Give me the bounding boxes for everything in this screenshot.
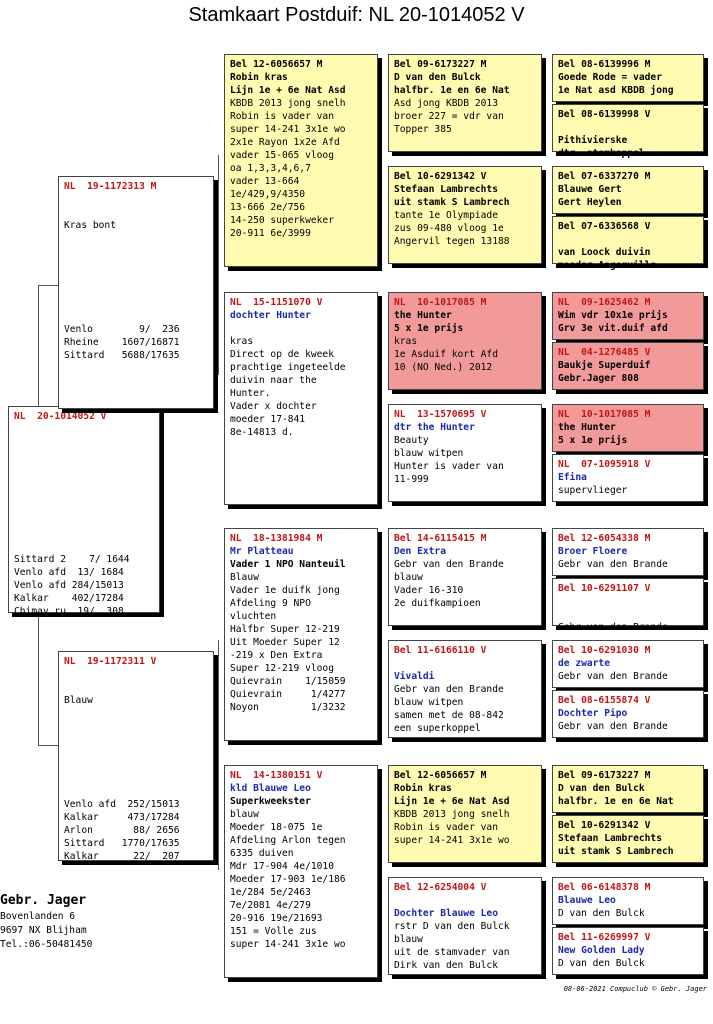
ring-number: Bel 14-6115415 M — [394, 533, 487, 544]
card-line: Lijn 1e + 6e Nat Asd — [394, 796, 510, 807]
card-line: 20-916 19e/21693 — [230, 913, 323, 924]
pedigree-card-g2 — [552, 104, 704, 159]
pedigree-card-g11 — [552, 640, 704, 688]
blank-line — [14, 475, 154, 488]
owner-city: 9697 NX Blijham — [0, 925, 87, 936]
ring-number: Bel 10-6291342 V — [558, 820, 651, 831]
owner-info — [0, 892, 92, 952]
blank-line — [64, 746, 208, 759]
card-line: Gebr van den Brande — [558, 671, 668, 682]
pedigree-card-mff — [388, 528, 542, 626]
card-line: van Loock duivin — [558, 247, 651, 258]
card-line: 1e/284 5e/2463 — [230, 887, 311, 898]
blank-line — [14, 540, 154, 553]
card-line: Goede Rode = vader — [558, 72, 662, 83]
ring-number: NL 19-1172313 M — [64, 181, 157, 192]
pedigree-card-mmf — [388, 765, 542, 863]
card-line: super 14-241 3x1e wo — [230, 939, 346, 950]
pigeon-name: Dochter Blauwe Leo — [394, 908, 498, 919]
pedigree-card-mm — [224, 765, 378, 978]
pigeon-name: Vivaldi — [394, 671, 435, 682]
card-line: -219 x Den Extra — [230, 650, 323, 661]
blank-line — [558, 121, 698, 134]
pedigree-card-g10 — [552, 578, 704, 633]
card-line: 1e/429,9/4350 — [230, 189, 306, 200]
card-line: kras — [394, 336, 418, 347]
card-line: uit stamk S Lambrech — [558, 846, 674, 857]
card-line: 11-999 — [394, 474, 429, 485]
ring-number: NL 13-1570695 V — [394, 409, 487, 420]
card-line: Afdeling 9 NPO — [230, 598, 311, 609]
card-line: Grv 3e vit.duif afd — [558, 323, 668, 334]
card-line: Venlo afd 284/15013 — [14, 580, 124, 591]
ring-number: Bel 08-6139996 M — [558, 59, 651, 70]
card-line: supervlieger — [558, 485, 628, 496]
card-line: Angervil tegen 13188 — [394, 236, 510, 247]
card-line: Baukje Superduif — [558, 360, 651, 371]
pedigree-card-g7 — [552, 404, 704, 452]
blank-line — [64, 759, 208, 772]
card-line: 20-911 6e/3999 — [230, 228, 311, 239]
card-line: Vader 16-310 — [394, 585, 464, 596]
card-line: prachtige ingeteelde — [230, 362, 346, 373]
blank-line — [230, 322, 372, 335]
card-line: Hunter is vader van — [394, 461, 504, 472]
card-line: Rheine 1607/16871 — [64, 337, 180, 348]
blank-line — [64, 245, 208, 258]
card-line: samen met de 08-842 — [394, 710, 504, 721]
card-line: moeder 17-841 — [230, 414, 306, 425]
ring-number: NL 07-1095918 V — [558, 459, 651, 470]
card-line: blauw — [230, 809, 259, 820]
ring-number: Bel 09-6173227 M — [558, 770, 651, 781]
card-line: vader 13-664 — [230, 176, 300, 187]
card-line: Super 12-219 vloog — [230, 663, 334, 674]
card-line: Kalkar 22/ 207 — [64, 851, 180, 862]
pedigree-card-g3 — [552, 166, 704, 214]
ring-number: NL 15-1151070 V — [230, 297, 323, 308]
ring-number: Bel 07-6337270 M — [558, 171, 651, 182]
blank-line — [14, 514, 154, 527]
card-line: een superkoppel — [394, 723, 481, 734]
ring-number: Bel 12-6056657 M — [394, 770, 487, 781]
ring-number: Bel 10-6291030 M — [558, 645, 651, 656]
blank-line — [64, 258, 208, 271]
pigeon-name: Blauwe Leo — [558, 895, 616, 906]
card-line: Quievrain 1/4277 — [230, 689, 346, 700]
card-line: D van den Bulck — [558, 958, 645, 969]
blank-line — [14, 488, 154, 501]
card-line: KBDB 2013 jong snelh — [230, 98, 346, 109]
pedigree-card-fmf — [388, 292, 542, 390]
owner-address: Bovenlanden 6 — [0, 911, 76, 922]
card-line: Dirk van den Bulck — [394, 960, 498, 971]
card-line: KBDB 2013 jong snelh — [394, 809, 510, 820]
card-line: 13-666 2e/756 — [230, 202, 306, 213]
card-line: Robin is vader van — [394, 822, 498, 833]
pedigree-card-mmm — [388, 877, 542, 975]
blank-line — [14, 462, 154, 475]
blank-line — [64, 772, 208, 785]
blank-line — [558, 233, 698, 246]
ring-number: NL 10-1017085 M — [394, 297, 487, 308]
pigeon-name: Den Extra — [394, 546, 446, 557]
pedigree-card-g9 — [552, 528, 704, 576]
pedigree-card-g16 — [552, 927, 704, 975]
pedigree-card-g14 — [552, 815, 704, 863]
pedigree-card-father — [58, 176, 214, 409]
card-line: Kalkar 473/17284 — [64, 812, 180, 823]
card-line: 151 = Volle zus — [230, 926, 317, 937]
card-line: duivin naar the — [230, 375, 317, 386]
card-line: Robin kras — [394, 783, 452, 794]
card-line: Gert Heylen — [558, 197, 622, 208]
ring-number: NL 04-1276485 V — [558, 347, 651, 358]
card-line: uit de stamvader van — [394, 947, 510, 958]
card-line: 2e duifkampioen — [394, 598, 481, 609]
pedigree-card-g1 — [552, 54, 704, 102]
card-line: Mdr 17-904 4e/1010 — [230, 861, 334, 872]
blank-line — [14, 436, 154, 449]
blank-line — [64, 193, 208, 206]
card-line: halfbr. 1e en 6e Nat — [394, 85, 510, 96]
card-line: tante 1e Olympiade — [394, 210, 498, 221]
card-line: Robin is vader van — [230, 111, 334, 122]
ring-number: Bel 06-6148378 M — [558, 882, 651, 893]
card-line: Stefaan Lambrechts — [558, 833, 662, 844]
card-line: dtr. stamkoppel — [558, 148, 645, 159]
ring-number: Bel 12-6056657 M — [230, 59, 323, 70]
card-line: Moeder 18-075 1e — [230, 822, 323, 833]
blank-line — [64, 232, 208, 245]
card-line: Superkweekster — [230, 796, 311, 807]
ring-number: Bel 10-6291107 V — [558, 583, 651, 594]
card-line: uit stamk S Lambrech — [394, 197, 510, 208]
card-line: D van den Bulck — [558, 908, 645, 919]
ring-number: NL 18-1381984 M — [230, 533, 323, 544]
ring-number: NL 14-1380151 V — [230, 770, 323, 781]
card-line: Venlo afd 13/ 1684 — [14, 567, 124, 578]
card-line: Topper 385 — [394, 124, 452, 135]
card-line: 6335 duiven — [230, 848, 294, 859]
blank-line — [14, 501, 154, 514]
card-line: 7e/2081 4e/279 — [230, 900, 311, 911]
card-line: Gebr van den Brande — [558, 721, 668, 732]
card-line: broer 227 = vdr van — [394, 111, 504, 122]
card-line: Direct op de kweek — [230, 349, 334, 360]
blank-line — [64, 707, 208, 720]
connector — [218, 155, 219, 375]
card-line: the Hunter — [558, 422, 616, 433]
pigeon-name: Broer Floere — [558, 546, 628, 557]
ring-number: Bel 07-6336568 V — [558, 221, 651, 232]
pedigree-card-ff — [224, 54, 378, 267]
pedigree-card-fff — [388, 54, 542, 152]
card-line: halfbr. 1e en 6e Nat — [558, 796, 674, 807]
blank-line — [64, 284, 208, 297]
pigeon-name: New Golden Lady — [558, 945, 645, 956]
card-line: Beauty — [394, 435, 429, 446]
card-line: Halfbr Super 12-219 — [230, 624, 340, 635]
card-line: Quievrain 1/15059 — [230, 676, 346, 687]
card-line: Chimay ru 19/ 308 — [14, 606, 124, 617]
blank-line — [558, 595, 698, 608]
card-line: blauw — [394, 572, 423, 583]
ring-number: NL 19-1172311 V — [64, 656, 157, 667]
ring-number: Bel 09-6173227 M — [394, 59, 487, 70]
ring-number: Bel 11-6166110 V — [394, 645, 487, 656]
blank-line — [64, 733, 208, 746]
pigeon-name: kld Blauwe Leo — [230, 783, 311, 794]
pedigree-card-g6 — [552, 342, 704, 390]
blank-line — [394, 894, 536, 907]
card-line: D van den Bulck — [394, 72, 481, 83]
ring-number: NL 10-1017085 M — [558, 409, 651, 420]
pigeon-name: Mr Platteau — [230, 546, 294, 557]
pedigree-card-mother — [58, 651, 214, 861]
card-line: blauw witpen — [394, 448, 464, 459]
card-line: moeder Angerville — [558, 260, 657, 271]
card-line: blauw — [394, 934, 423, 945]
pedigree-card-mf — [224, 528, 378, 741]
card-line: Moeder 17-903 1e/186 — [230, 874, 346, 885]
card-line: Vader 1 NPO Nanteuil — [230, 559, 346, 570]
pedigree-card-ffm — [388, 166, 542, 264]
blank-line — [64, 720, 208, 733]
ring-number: Bel 12-6054338 M — [558, 533, 651, 544]
ring-number: Bel 12-6254004 V — [394, 882, 487, 893]
card-line: Sittard 5688/17635 — [64, 350, 180, 361]
pigeon-name: Dochter Pipo — [558, 708, 628, 719]
pedigree-card-fmm — [388, 404, 542, 502]
card-line: 1e Asduif kort Afd — [394, 349, 498, 360]
card-line: Kalkar 402/17284 — [14, 593, 124, 604]
pigeon-name: Efina — [558, 472, 587, 483]
page-title: Stamkaart Postduif: NL 20-1014052 V — [188, 4, 525, 26]
card-line: 1e Nat asd KBDB jong — [558, 85, 674, 96]
blank-line — [14, 423, 154, 436]
card-line: Blauw — [64, 695, 93, 706]
blank-line — [64, 310, 208, 323]
card-line: Vader x dochter — [230, 401, 317, 412]
pedigree-card-fm — [224, 292, 378, 505]
pedigree-card-g8 — [552, 454, 704, 502]
card-line: Vader 1e duifk jong — [230, 585, 340, 596]
card-line: Afdeling Arlon tegen — [230, 835, 346, 846]
card-line: zus 09-480 vloog 1e — [394, 223, 504, 234]
blank-line — [64, 785, 208, 798]
card-line: Venlo 9/ 236 — [64, 324, 180, 335]
card-line: Uit Moeder Super 12 — [230, 637, 340, 648]
ring-number: Bel 11-6269997 V — [558, 932, 651, 943]
blank-line — [64, 681, 208, 694]
card-line: Lijn 1e + 6e Nat Asd — [230, 85, 346, 96]
pigeon-name: dtr the Hunter — [394, 422, 475, 433]
pigeon-name: dochter Hunter — [230, 310, 311, 321]
blank-line — [64, 206, 208, 219]
card-line: Gebr.Jager 808 — [558, 373, 639, 384]
blank-line — [14, 449, 154, 462]
card-line: Kras bont — [64, 220, 116, 231]
card-line: 10 (NO Ned.) 2012 — [394, 362, 493, 373]
pedigree-card-main — [8, 406, 160, 617]
blank-line — [558, 608, 698, 621]
blank-line — [64, 668, 208, 681]
card-line: Gebr van den Brande — [558, 559, 668, 570]
pedigree-card-g5 — [552, 292, 704, 340]
blank-line — [64, 297, 208, 310]
card-line: oa 1,3,3,4,6,7 — [230, 163, 311, 174]
card-line: Hunter. — [230, 388, 271, 399]
pedigree-card-mfm — [388, 640, 542, 738]
ring-number: NL 20-1014052 V — [14, 411, 107, 422]
connector — [218, 640, 219, 870]
owner-phone: Tel.:06-50481450 — [0, 939, 93, 950]
card-line: D van den Bulck — [558, 783, 645, 794]
card-line: Wim vdr 10x1e prijs — [558, 310, 668, 321]
card-line: Venlo afd 252/15013 — [64, 799, 180, 810]
pedigree-card-g4 — [552, 216, 704, 271]
pedigree-card-g12 — [552, 690, 704, 738]
card-line: super 14-241 3x1e wo — [230, 124, 346, 135]
card-line: vluchten — [230, 611, 277, 622]
card-line: Gebr van den Brande — [394, 559, 504, 570]
pigeon-name: de zwarte — [558, 658, 610, 669]
card-line: 5 x 1e prijs — [558, 435, 628, 446]
owner-name: Gebr. Jager — [0, 893, 87, 908]
card-line: super 14-241 3x1e wo — [394, 835, 510, 846]
blank-line — [64, 271, 208, 284]
card-line: 5 x 1e prijs — [394, 323, 464, 334]
card-line: Noyon 1/3232 — [230, 702, 346, 713]
ring-number: NL 09-1625462 M — [558, 297, 651, 308]
card-line: 14-250 superkweker — [230, 215, 334, 226]
card-line: blauw witpen — [394, 697, 464, 708]
card-line: vader 15-065 vloog — [230, 150, 334, 161]
card-line: Stefaan Lambrechts — [394, 184, 498, 195]
ring-number: Bel 10-6291342 V — [394, 171, 487, 182]
credit-line: 08-06-2021 Compuclub © Gebr. Jager — [563, 985, 707, 993]
blank-line — [394, 657, 536, 670]
card-line: 8e-14813 d. — [230, 427, 294, 438]
pedigree-card-g15 — [552, 877, 704, 925]
card-line: Gebr van den Brande — [558, 622, 668, 633]
card-line: Asd jong KBDB 2013 — [394, 98, 498, 109]
ring-number: Bel 08-6139998 V — [558, 109, 651, 120]
card-line: Sittard 1770/17635 — [64, 838, 180, 849]
card-line: Gebr van den Brande — [394, 684, 504, 695]
card-line: 2x1e Rayon 1x2e Afd — [230, 137, 340, 148]
card-line: rstr D van den Bulck — [394, 921, 510, 932]
card-line: kras — [230, 336, 254, 347]
card-line: Sittard 2 7/ 1644 — [14, 554, 130, 565]
card-line: Robin kras — [230, 72, 288, 83]
card-line: Pithivierske — [558, 135, 628, 146]
blank-line — [14, 527, 154, 540]
pedigree-card-g13 — [552, 765, 704, 813]
ring-number: Bel 08-6155874 V — [558, 695, 651, 706]
card-line: Arlon 88/ 2656 — [64, 825, 180, 836]
card-line: Blauw — [230, 572, 259, 583]
card-line: Blauwe Gert — [558, 184, 622, 195]
card-line: the Hunter — [394, 310, 452, 321]
